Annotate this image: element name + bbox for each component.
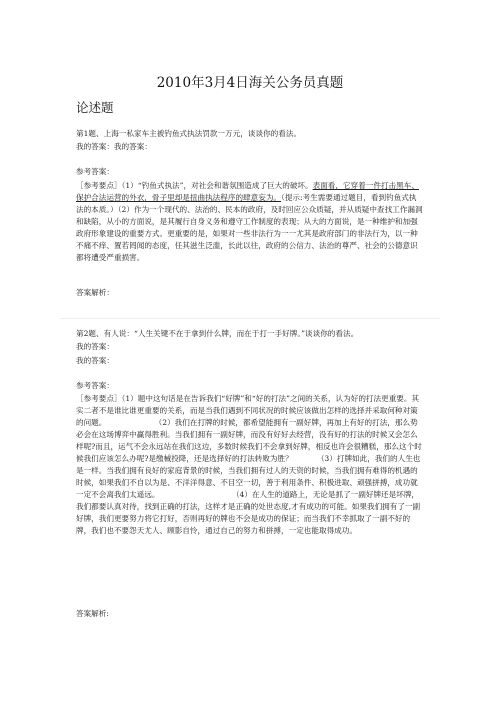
q1-analysis: 答案解析： [76, 288, 114, 297]
q2-reference-label: 参考答案： [76, 381, 114, 390]
q1-ref-underlined-1: 表面看，它穿着一件 [312, 181, 381, 190]
q1-reference-answer [76, 180, 424, 264]
q1-my-answer: 我的答案：我的答案： [76, 142, 152, 151]
q2-reference-answer: ［参考要点］（1）题中这句话是在告诉我们“好牌”和“好的打法”之间的关系，认为好的打法更重要。其实二者不是谁比谁更重要的关系，而是当我们遇到不同状况的时候应该做出怎样的选择并采取何种对策的问题。 （2）我们在打牌的时候，都希望能拥有一副好牌，再加上有好的打法，那么势必会在这场博弈中赢得胜利。当我们拥有一副好牌，而没有好好去经营，没有好的打法的时候又会怎么样呢?而且，运气不会永远站在我们这边，多数时候我们不会拿到好牌，相反也许会很糟糕，那么这个时候我们应该怎么办呢?是缴械投降，还是选择好的打法转败为胜？ （3）打牌如此，我们的人生也是一样。当我们拥有良好的家庭背景的时候，当我们拥有过人的天资的时候，当我们拥有难得的机遇的时候，如果我们不自以为是、不洋洋得意、不目空一切，善于利用条件、积极进取、顽强拼搏，成功就一定不会离我们太遥远。 （4）在人生的道路上，无论是抓了一副好牌还是坏牌，我们都要认真对待，找到正确的打法，这样才是正确的处世态度,才有成功的可能。如果我们拥有了一副好牌，我们更要努力将它打好，否则再好的牌也不会是成功的保证；而当我们不幸抓取了一副不好的牌，我们也不要怨天尤人、顾影自怜，通过自己的努力和拼搏，一定也能取得成功。 [76, 394, 422, 535]
document-title: 2010年3月4日海关公务员真题 [156, 75, 344, 91]
question-2: 第2题、有人说：“人生关键不在于拿到什么牌，而在于打一手好牌。”谈谈你的看法。 [76, 329, 359, 338]
q1-reference-label: 参考答案： [76, 167, 114, 176]
q2-my-answer-1: 我的答案： [76, 342, 114, 351]
section-heading: 论述题 [76, 100, 114, 115]
q2-analysis: 答案解析: [76, 609, 109, 618]
q1-ref-part-a: ［参考要点］（1）“钓鱼式执法”，对社会和谐氛围造成了巨大的破坏。 [76, 181, 313, 190]
q1-ref-underlined-2: 打击黑车、保护合法运营的外衣，骨子里却是扭曲执法程序的肆意妄为。 [76, 181, 419, 202]
question-1: 第1题、上海一私家车主被钓鱼式执法罚款一万元，谈谈你的看法。 [76, 129, 302, 138]
q1-ref-part-b: （提示:考生需要通过题目，看到钓鱼式执法的本质。）（2）作为一个现代的、法治的、民本的政府，及时回应公众质疑，并从质疑中查找工作漏洞和缺陷，从小的方面说，是其履行自身义务和遵守工作制度的表现；从大的方面说，是一种维护和加强政府形象建设的重要方式。更重要的是，如果对一些非法行为一一尤其是政府部门的非法行为，以一种不痛不痒、置若罔闻的态度，任其滋生泛滥，长此以往，政府的公信力、法治的尊严、社会的公德意识都将遭受严重损害。 [76, 193, 423, 262]
q2-my-answer-2: 我的答案： [76, 356, 114, 365]
divider [60, 318, 440, 319]
